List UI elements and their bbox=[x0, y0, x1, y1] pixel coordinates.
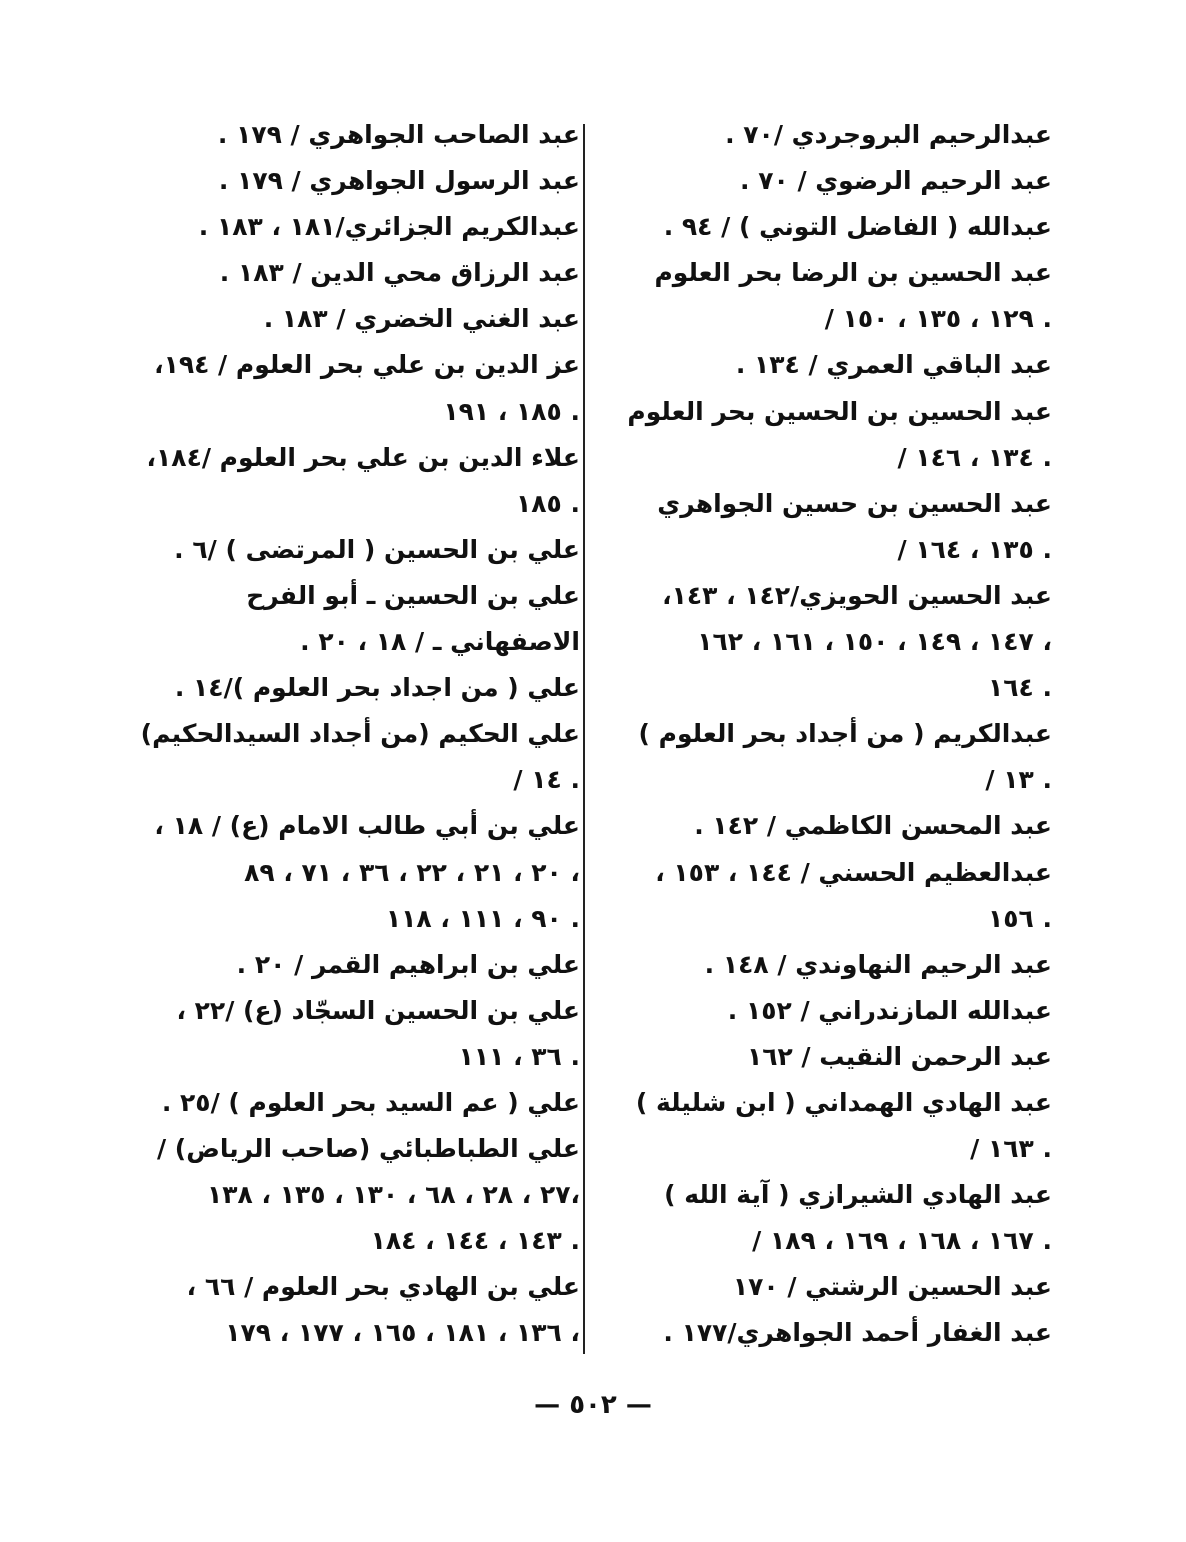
index-line: / ١٢٩ ، ١٣٥ ، ١٥٠ . bbox=[824, 304, 1052, 334]
index-line: عبد الحسين بن الرضا بحر العلوم bbox=[654, 258, 1052, 288]
index-line: عبدالكريم ( من أجداد بحر العلوم ) bbox=[638, 719, 1052, 749]
index-line: عبد الرحيم النهاوندي / ١٤٨ . bbox=[704, 949, 1052, 979]
index-line: علي بن الهادي بحر العلوم / ٦٦ ، bbox=[186, 1272, 580, 1302]
index-line: عز الدين بن علي بحر العلوم / ١٩٤، bbox=[154, 350, 580, 380]
index-line: علاء الدين بن علي بحر العلوم /١٨٤، bbox=[146, 442, 580, 472]
index-line: عبدالله المازندراني / ١٥٢ . bbox=[727, 995, 1052, 1025]
index-line: عبد الهادي الشيرازي ( آية الله ) bbox=[664, 1180, 1052, 1210]
index-line: ١٨٥ . bbox=[516, 488, 580, 518]
index-line: عبد الرحيم الرضوي / ٧٠ . bbox=[740, 166, 1052, 196]
index-line: ٣٦ ، ١١١ . bbox=[458, 1041, 580, 1071]
index-line: عبدالكريم الجزائري/١٨١ ، ١٨٣ . bbox=[198, 212, 580, 242]
index-line: علي بن الحسين ـ أبو الفرح bbox=[246, 580, 580, 610]
index-line: / ١٦٣ . bbox=[970, 1134, 1052, 1164]
index-line: الاصفهاني ـ / ١٨ ، ٢٠ . bbox=[300, 627, 580, 657]
index-line: علي بن الحسين ( المرتضى ) /٦ . bbox=[174, 534, 580, 564]
index-line: عبد الهادي الهمداني ( ابن شليلة ) bbox=[635, 1087, 1052, 1117]
index-line: عبد الغفار أحمد الجواهري/١٧٧ . bbox=[663, 1318, 1052, 1348]
index-line: عبدالرحيم البروجردي /٧٠ . bbox=[725, 120, 1052, 149]
index-line: عبد الباقي العمري / ١٣٤ . bbox=[735, 350, 1052, 380]
index-line: / ١٣٤ ، ١٤٦ . bbox=[897, 442, 1052, 472]
index-line: عبد الحسين الرشتي / ١٧٠ bbox=[732, 1272, 1052, 1302]
index-line: / ١٤ . bbox=[513, 765, 580, 795]
index-line: علي بن أبي طالب الامام (ع) / ١٨ ، bbox=[154, 811, 580, 841]
index-line: عبد الرزاق محي الدين / ١٨٣ . bbox=[219, 258, 580, 288]
index-line: علي ( من اجداد بحر العلوم )/١٤ . bbox=[174, 673, 580, 703]
page-number: — ٥٠٢ — bbox=[534, 1390, 652, 1420]
index-line: عبد المحسن الكاظمي / ١٤٢ . bbox=[694, 811, 1052, 841]
index-line: علي ( عم السيد بحر العلوم ) /٢٥ . bbox=[161, 1087, 580, 1117]
index-line: علي بن الحسين السجّاد (ع) /٢٢ ، bbox=[176, 995, 580, 1025]
index-line: ١٤٣ ، ١٤٤ ، ١٨٤ . bbox=[370, 1226, 580, 1256]
index-line: / ١٣ . bbox=[985, 765, 1052, 795]
index-line: ٢٠ ، ٢١ ، ٢٢ ، ٣٦ ، ٧١ ، ٨٩ ، bbox=[244, 857, 580, 887]
index-line: عبد الرسول الجواهري / ١٧٩ . bbox=[218, 166, 580, 196]
index-line: عبد الحسين بن حسين الجواهري bbox=[657, 488, 1052, 518]
index-line: ١٣٦ ، ١٨١ ، ١٦٥ ، ١٧٧ ، ١٧٩ ، bbox=[225, 1318, 580, 1348]
index-line: ١٥٦ . bbox=[988, 903, 1052, 933]
index-line: عبد الرحمن النقيب / ١٦٢ bbox=[746, 1041, 1052, 1071]
index-line: عبدالله ( الفاضل التوني ) / ٩٤ . bbox=[663, 212, 1052, 242]
index-line: عبد الصاحب الجواهري / ١٧٩ . bbox=[217, 120, 580, 149]
index-line: علي الحكيم (من أجداد السيدالحكيم) bbox=[140, 719, 580, 749]
index-line: ١٨٥ ، ١٩١ . bbox=[443, 396, 580, 426]
index-line: عبد الحسين الحويزي/١٤٢ ، ١٤٣، bbox=[662, 580, 1052, 610]
index-column-right bbox=[612, 112, 1052, 1357]
index-line: ٩٠ ، ١١١ ، ١١٨ . bbox=[385, 903, 580, 933]
index-line: علي بن ابراهيم القمر / ٢٠ . bbox=[236, 949, 580, 979]
index-line: علي الطباطبائي (صاحب الرياض) / bbox=[156, 1134, 580, 1164]
index-line: / ١٣٥ ، ١٦٤ . bbox=[897, 534, 1052, 564]
index-line: عبد الحسين بن الحسين بحر العلوم bbox=[627, 396, 1052, 426]
index-line: عبدالعظيم الحسني / ١٤٤ ، ١٥٣ ، bbox=[655, 857, 1052, 887]
index-line: ٢٧ ، ٢٨ ، ٦٨ ، ١٣٠ ، ١٣٥ ، ١٣٨، bbox=[207, 1180, 580, 1210]
index-line: / ١٦٧ ، ١٦٨ ، ١٦٩ ، ١٨٩ . bbox=[752, 1226, 1052, 1256]
index-line: ١٦٤ . bbox=[988, 673, 1052, 703]
index-line: عبد الغني الخضري / ١٨٣ . bbox=[263, 304, 580, 334]
column-divider bbox=[583, 124, 585, 1354]
index-line: ١٤٧ ، ١٤٩ ، ١٥٠ ، ١٦١ ، ١٦٢ ، bbox=[697, 627, 1052, 657]
index-column-left bbox=[140, 112, 580, 1357]
